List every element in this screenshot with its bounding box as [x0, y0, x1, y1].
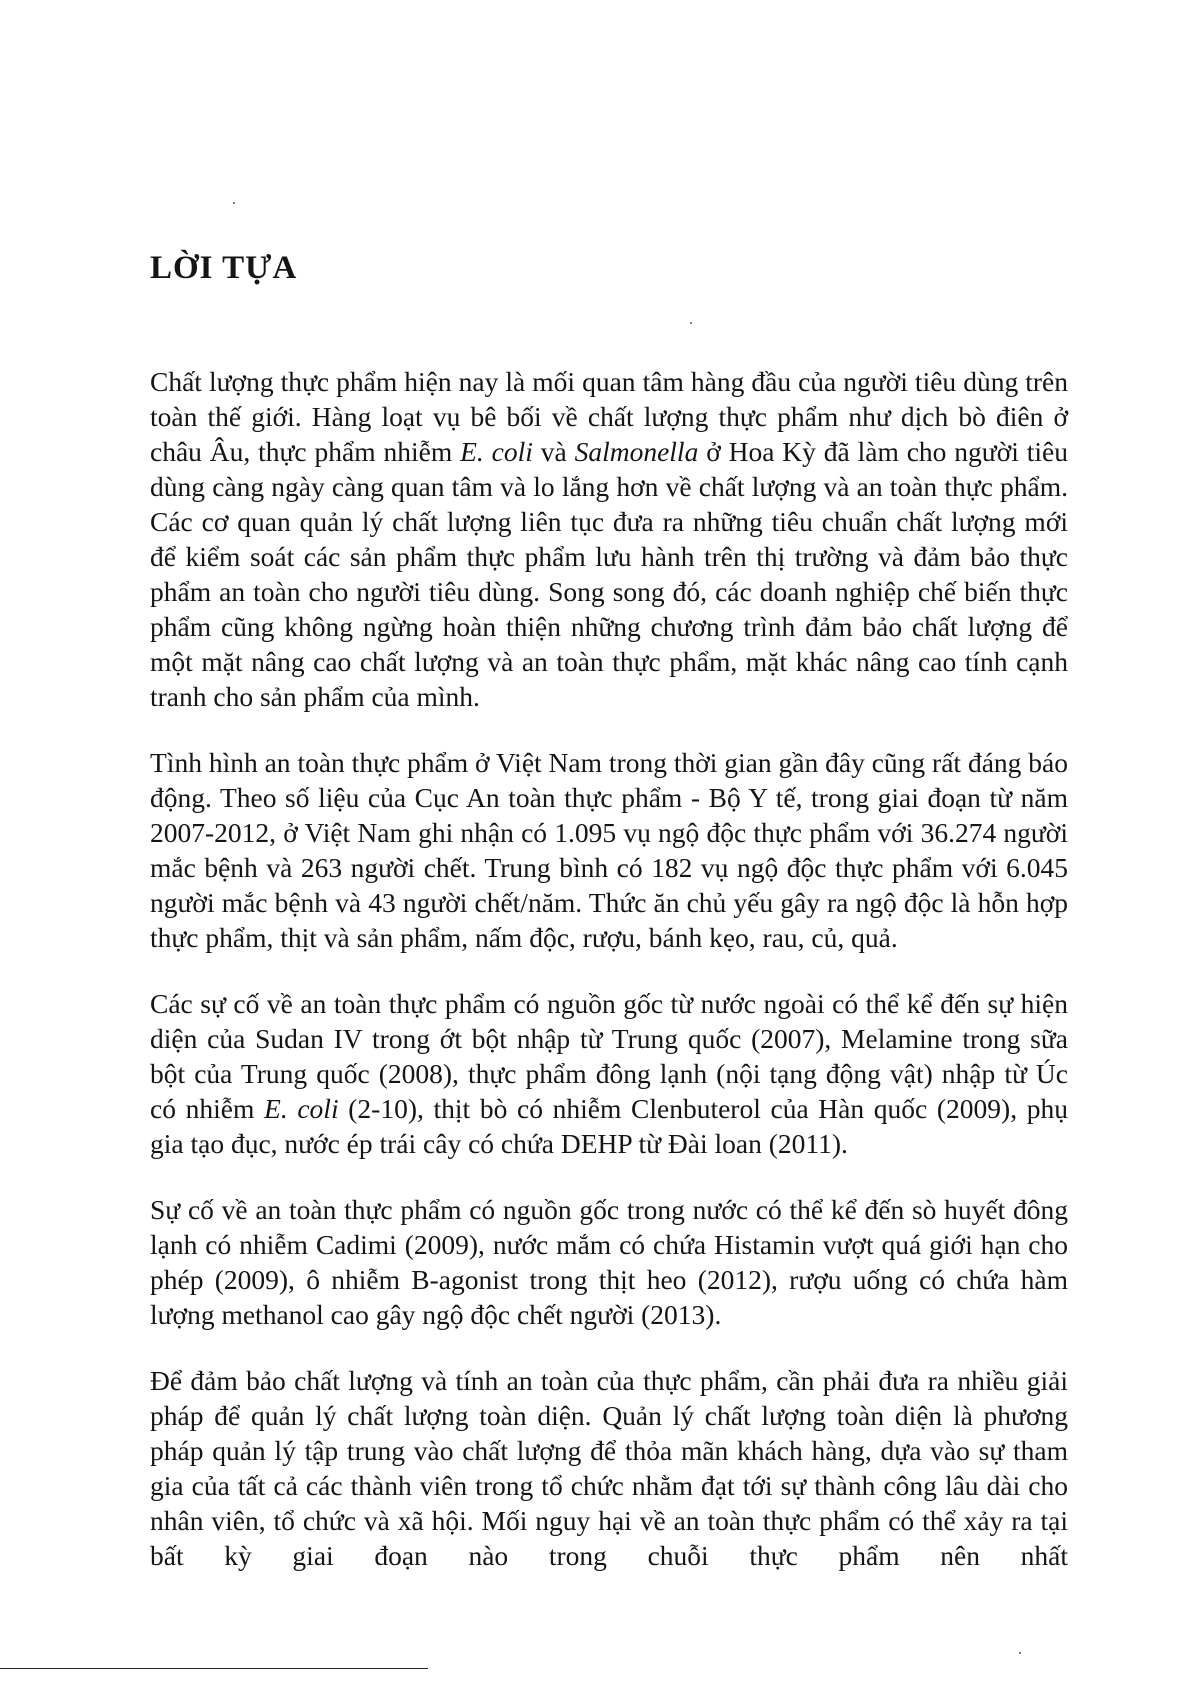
paragraph-4: [150, 1192, 1068, 1332]
paragraph-1: [150, 364, 1068, 714]
paragraph-text: Để đảm bảo chất lượng và tính an toàn của thực phẩm, cần phải đưa ra nhiều giải pháp để quản lý chất lượng toàn diện. Quản lý chất lượng toàn diện là phương pháp quản lý tập trung vào chất lượng để thỏa mãn khách hàng, dựa vào sự tham gia của tất cả các thành viên trong tổ chức nhằm đạt tới sự thành công lâu dài cho nhân viên, tổ chức và xã hội. Mối nguy hại về an toàn thực phẩm có thể xảy ra tại bất kỳ giai đoạn nào trong chuỗi thực phẩm nên nhất: [150, 1365, 1068, 1571]
scan-speck: [233, 202, 235, 204]
paragraph-3: [150, 986, 1068, 1161]
scan-speck: [1019, 1652, 1021, 1654]
italic-term: E. coli: [264, 1093, 339, 1124]
italic-term: E. coli: [460, 436, 533, 467]
paragraph-text: Các sự cố về an toàn thực phẩm có nguồn gốc từ nước ngoài có thể kể đến sự hiện diện của Sudan IV trong ớt bột nhập từ Trung quốc (2007), Melamine trong sữa bột của Trung quốc (2008), thực phẩm đông lạnh (nội tạng động vật) nhập từ Úc có nhiễm: [150, 988, 1068, 1124]
footer-rule: [0, 1668, 428, 1669]
paragraph-text: và: [532, 436, 575, 467]
paragraph-text: (2-10), thịt bò có nhiễm Clenbuterol của Hàn quốc (2009), phụ gia tạo đục, nước ép trái cây có chứa DEHP từ Đài loan (2011).: [150, 1093, 1068, 1159]
italic-term: Salmonella: [574, 436, 699, 467]
page-title: LỜI TỰA: [150, 250, 298, 286]
paragraph-text: ở Hoa Kỳ đã làm cho người tiêu dùng càng ngày càng quan tâm và lo lắng hơn về chất lượng và an toàn thực phẩm. Các cơ quan quản lý chất lượng liên tục đưa ra những tiêu chuẩn chất lượng mới để kiểm soát các sản phẩm thực phẩm lưu hành trên thị trường và đảm bảo thực phẩm an toàn cho người tiêu dùng. Song song đó, các doanh nghiệp chế biến thực phẩm cũng không ngừng hoàn thiện những chương trình đảm bảo chất lượng để một mặt nâng cao chất lượng và an toàn thực phẩm, mặt khác nâng cao tính cạnh tranh cho sản phẩm của mình.: [150, 436, 1068, 712]
scan-speck: [690, 322, 692, 324]
paragraph-5: [150, 1363, 1068, 1573]
paragraph-text: Chất lượng thực phẩm hiện nay là mối quan tâm hàng đầu của người tiêu dùng trên toàn thế giới. Hàng loạt vụ bê bối về chất lượng thực phẩm như dịch bò điên ở châu Âu, thực phẩm nhiễm: [150, 366, 1068, 467]
paragraph-text: Tình hình an toàn thực phẩm ở Việt Nam trong thời gian gần đây cũng rất đáng báo động. Theo số liệu của Cục An toàn thực phẩm - Bộ Y tế, trong giai đoạn từ năm 2007-2012, ở Việt Nam ghi nhận có 1.095 vụ ngộ độc thực phẩm với 36.274 người mắc bệnh và 263 người chết. Trung bình có 182 vụ ngộ độc thực phẩm với 6.045 người mắc bệnh và 43 người chết/năm. Thức ăn chủ yếu gây ra ngộ độc là hỗn hợp thực phẩm, thịt và sản phẩm, nấm độc, rượu, bánh kẹo, rau, củ, quả.: [150, 747, 1068, 953]
body-text: [150, 364, 1068, 1604]
paragraph-2: [150, 745, 1068, 955]
paragraph-text: Sự cố về an toàn thực phẩm có nguồn gốc trong nước có thể kể đến sò huyết đông lạnh có nhiễm Cadimi (2009), nước mắm có chứa Histamin vượt quá giới hạn cho phép (2009), ô nhiễm B-agonist trong thịt heo (2012), rượu uống có chứa hàm lượng methanol cao gây ngộ độc chết người (2013).: [150, 1194, 1068, 1330]
